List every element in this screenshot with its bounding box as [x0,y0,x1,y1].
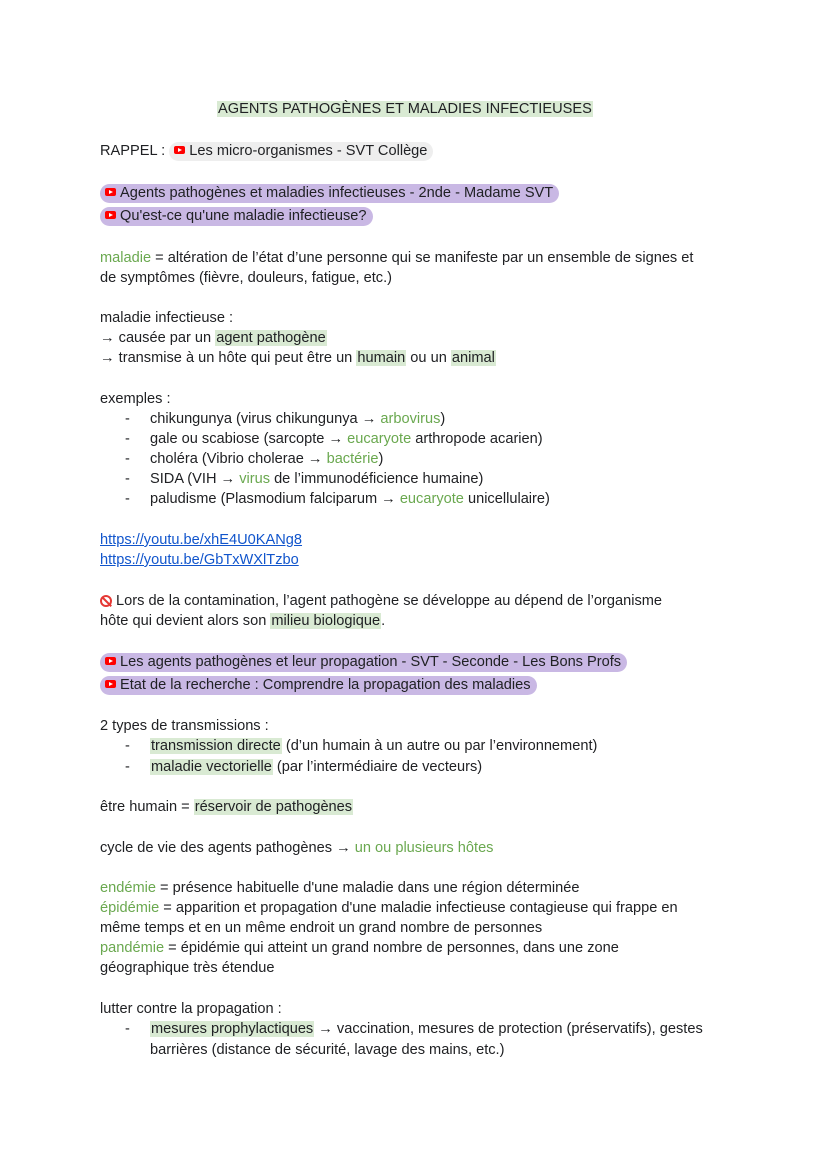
youtube-link-2[interactable]: https://youtu.be/GbTxWXlTzbo [100,552,299,568]
examples-heading: exemples : [100,391,171,407]
youtube-icon [105,211,116,219]
warning-line-1: Lors de la contamination, l’agent pathogène se développe au dépend de l’organisme [100,591,662,611]
epidemie-line-2: même temps et en un même endroit un grand nombre de personnes [100,920,543,936]
infectious-transmission: → transmise à un hôte qui peut être un humain ou un animal [100,350,495,366]
youtube-icon [105,188,116,196]
youtube-link-1[interactable]: https://youtu.be/xhE4U0KANg8 [100,532,303,548]
epidemie-line-1: épidémie = apparition et propagation d'une maladie infectieuse contagieuse qui frappe en [100,900,678,916]
youtube-icon [105,680,116,688]
rappel-label: RAPPEL : [100,143,166,159]
reservoir-line: être humain = réservoir de pathogènes [100,799,353,815]
youtube-icon [174,146,185,154]
transmissions-heading: 2 types de transmissions : [100,718,269,734]
definition-line-1: maladie = altération de l’état d’une personne qui se manifeste par un ensemble de signes et [100,250,694,266]
definition-line-2: de symptômes (fièvre, douleurs, fatigue, etc.) [100,270,393,286]
youtube-icon [105,657,116,665]
pandemie-line-2: géographique très étendue [100,960,275,976]
term-maladie: maladie [100,250,152,266]
video-chip-propagation[interactable]: Les agents pathogènes et leur propagation - SVT - Seconde - Les Bons Profs [100,652,627,672]
video-chip-agents-pathogenes[interactable]: Agents pathogènes et maladies infectieuses - 2nde - Madame SVT [100,183,559,203]
video-chip-recherche[interactable]: Etat de la recherche : Comprendre la propagation des maladies [100,675,537,695]
pandemie-line-1: pandémie = épidémie qui atteint un grand nombre de personnes, dans une zone [100,940,619,956]
infectious-cause: → causée par un agent pathogène [100,330,326,346]
infectious-heading: maladie infectieuse : [100,310,234,326]
endemie-line: endémie = présence habituelle d'une maladie dans une région déterminée [100,880,580,896]
page-title: AGENTS PATHOGÈNES ET MALADIES INFECTIEUSES [218,101,592,117]
video-chip-micro-organismes[interactable]: Les micro-organismes - SVT Collège [169,142,433,161]
cycle-line: cycle de vie des agents pathogènes → un ou plusieurs hôtes [100,840,494,856]
rappel-line [100,141,433,161]
warning-line-2: hôte qui devient alors son milieu biologique. [100,613,386,629]
fight-heading: lutter contre la propagation : [100,1001,282,1017]
video-chip-maladie-infectieuse[interactable]: Qu'est-ce qu'une maladie infectieuse? [100,206,373,226]
prohibited-icon [100,595,112,607]
